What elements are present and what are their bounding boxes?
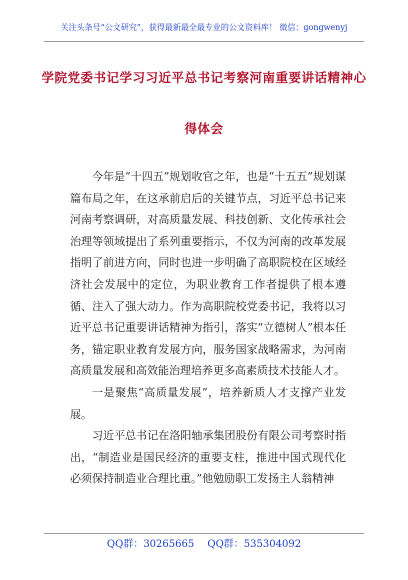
page-header: 关注头条号“公文研究”，获得最新最全最专业的公文资料库！ 微信：gongwenyj (60, 23, 348, 32)
document-title-line-1: 学院党委书记学习习近平总书记考察河南重要讲话精神心 (41, 70, 367, 85)
footer-divider (44, 533, 364, 534)
header-divider (44, 41, 364, 42)
page-footer: QQ群：30265665 QQ群：535304092 (106, 539, 302, 550)
document-title-line-2: 得体会 (184, 121, 224, 136)
body-paragraph-luoyang: 习近平总书记在洛阳轴承集团股份有限公司考察时指出，“制造业是国民经济的重要支柱，推进中国式现代化必须保持制造业合理比重。”他勉励职工发扬主人翁精神 (70, 429, 346, 486)
body-paragraph-section-heading: 一是聚焦“高质量发展”，培养新质人才支撑产业发展。 (70, 385, 346, 421)
document-body (70, 166, 346, 490)
body-paragraph-intro: 今年是“十四五”规划收官之年，也是“十五五”规划谋篇布局之年，在这承前启后的关键节点，习近平总书记来河南考察调研，对高质量发展、科技创新、文化传承社会治理等领域提出了系列重要指示，不仅为河南的改革发展指明了前进方向，同时也进一步明确了高职院校在区域经济社会发展中的定位，为职业教育工作者提供了根本遵循、注入了强大动力。作为高职院校党委书记，我将以习近平总书记重要讲话精神为指引，落实“立德树人”根本任务，锚定职业教育发展方向，服务国家战略需求，为河南高质量发展和高效能治理培养更多高素质技术技能人才。 (70, 170, 346, 378)
